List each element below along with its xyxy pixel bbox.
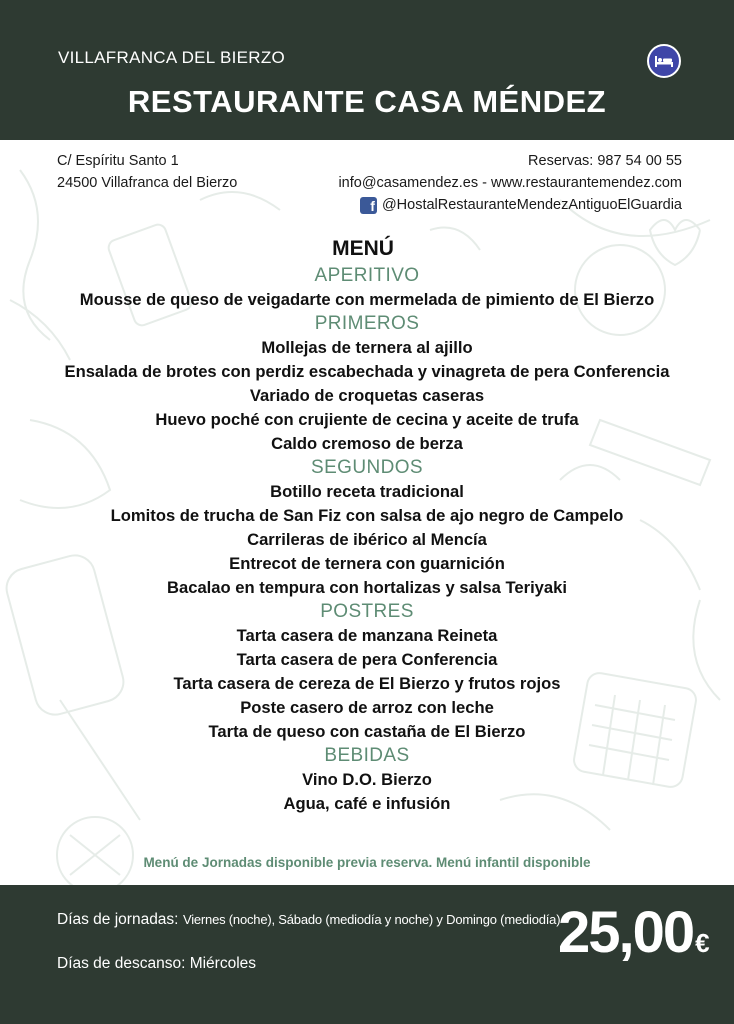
address-street: C/ Espíritu Santo 1 bbox=[57, 153, 179, 169]
reservation-phone: Reservas: 987 54 00 55 bbox=[528, 153, 682, 169]
jornadas-line bbox=[57, 911, 560, 929]
menu-item: Tarta casera de manzana Reineta bbox=[236, 626, 498, 645]
header-banner bbox=[0, 0, 734, 140]
descanso-line: Días de descanso: Miércoles bbox=[57, 955, 257, 972]
menu-title: MENÚ bbox=[332, 237, 394, 260]
facebook-handle: @HostalRestauranteMendezAntiguoElGuardia bbox=[381, 197, 682, 213]
hotel-badge bbox=[647, 44, 681, 78]
menu-item: Carrileras de ibérico al Mencía bbox=[247, 530, 487, 549]
section-title-bebidas: BEBIDAS bbox=[324, 745, 410, 766]
price-amount: 25,00 bbox=[558, 900, 694, 965]
menu-item: Botillo receta tradicional bbox=[270, 482, 464, 501]
email-web-links[interactable]: info@casamendez.es - www.restaurantemendez.com bbox=[338, 175, 682, 191]
menu bbox=[0, 234, 734, 816]
restaurant-title: RESTAURANTE CASA MÉNDEZ bbox=[127, 84, 607, 119]
menu-item: Entrecot de ternera con guarnición bbox=[229, 554, 505, 573]
facebook-link[interactable] bbox=[338, 194, 682, 216]
menu-item: Poste casero de arroz con leche bbox=[240, 698, 494, 717]
menu-item: Mollejas de ternera al ajillo bbox=[261, 338, 473, 357]
address-block bbox=[57, 150, 237, 194]
section-title-postres: POSTRES bbox=[320, 601, 414, 622]
address-city: 24500 Villafranca del Bierzo bbox=[57, 175, 238, 191]
menu-item: Mousse de queso de veigadarte con mermelada de pimiento de El Bierzo bbox=[79, 290, 655, 309]
section-title-primeros: PRIMEROS bbox=[314, 313, 420, 334]
menu-price bbox=[558, 899, 710, 966]
jornadas-label: Días de jornadas: bbox=[57, 911, 179, 928]
menu-item: Agua, café e infusión bbox=[283, 794, 451, 813]
menu-item: Lomitos de trucha de San Fiz con salsa de ajo negro de Campelo bbox=[110, 506, 624, 525]
menu-item: Ensalada de brotes con perdiz escabechada y vinagreta de pera Conferencia bbox=[64, 362, 670, 381]
town-name: VILLAFRANCA DEL BIERZO bbox=[58, 48, 286, 67]
menu-item: Caldo cremoso de berza bbox=[271, 434, 463, 453]
bed-icon bbox=[654, 54, 674, 68]
menu-item: Tarta casera de cereza de El Bierzo y frutos rojos bbox=[173, 674, 561, 693]
price-currency: € bbox=[695, 928, 710, 958]
menu-item: Bacalao en tempura con hortalizas y salsa Teriyaki bbox=[167, 578, 567, 597]
menu-item: Tarta casera de pera Conferencia bbox=[236, 650, 498, 669]
menu-item: Tarta de queso con castaña de El Bierzo bbox=[208, 722, 526, 741]
footer-banner bbox=[0, 885, 734, 1024]
menu-note: Menú de Jornadas disponible previa reserva. Menú infantil disponible bbox=[143, 855, 591, 870]
menu-item: Huevo poché con crujiente de cecina y aceite de trufa bbox=[155, 410, 579, 429]
facebook-icon: f bbox=[360, 197, 377, 214]
section-title-segundos: SEGUNDOS bbox=[311, 457, 423, 478]
menu-item: Variado de croquetas caseras bbox=[249, 386, 485, 405]
contact-block bbox=[338, 150, 682, 216]
jornadas-value: Viernes (noche), Sábado (mediodía y noche) y Domingo (mediodía) bbox=[182, 912, 561, 927]
section-title-aperitivo: APERITIVO bbox=[314, 265, 420, 286]
menu-item: Vino D.O. Bierzo bbox=[302, 770, 432, 789]
